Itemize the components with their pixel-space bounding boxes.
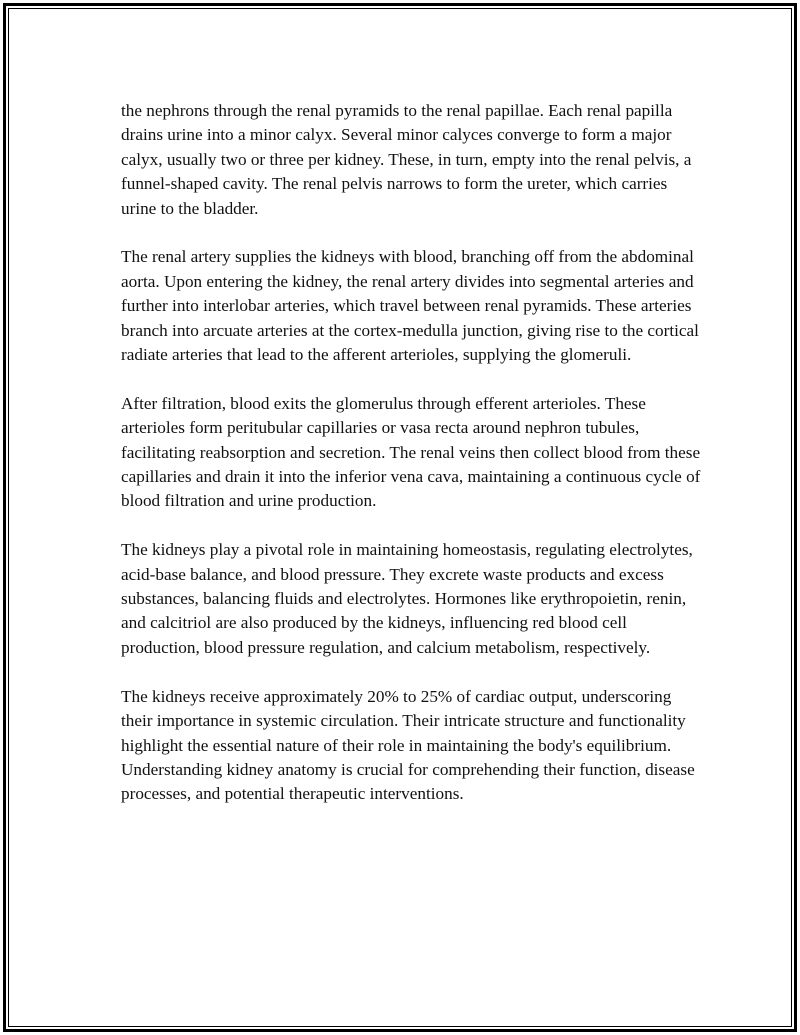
page-border	[3, 3, 797, 1032]
paragraph-cardiac-output: The kidneys receive approximately 20% to 25% of cardiac output, underscoring their importance in systemic circulation. Their intricate structure and functionality highlight the essential nature of their role in maintaining the body's equilibrium. Understanding kidney anatomy is crucial for comprehending their function, disease processes, and potential therapeutic interventions.	[121, 686, 695, 804]
paragraph-renal-artery: The renal artery supplies the kidneys with blood, branching off from the abdominal aorta. Upon entering the kidney, the renal artery divides into segmental arteries and further into interlobar arteries, which travel between renal pyramids. These arteries branch into arcuate arteries at the cortex-medulla junction, giving rise to the cortical radiate arteries that lead to the afferent arterioles, supplying the glomeruli.	[121, 247, 699, 365]
paragraph-renal-collecting-system: the nephrons through the renal pyramids to the renal papillae. Each renal papilla drains urine into a minor calyx. Several minor calyces converge to form a major calyx, usually two or three per kidney. These, in turn, empty into the renal pelvis, a funnel-shaped cavity. The renal pelvis narrows to form the ureter, which carries urine to the bladder.	[121, 101, 692, 218]
paragraph-homeostasis: The kidneys play a pivotal role in maintaining homeostasis, regulating electrolytes, acid-base balance, and blood pressure. They excrete waste products and excess substances, balancing fluids and electrolytes. Hormones like erythropoietin, renin, and calcitriol are also produced by the kidneys, influencing red blood cell production, blood pressure regulation, and calcium metabolism, respectively.	[121, 540, 693, 657]
document-body	[121, 99, 701, 831]
paragraph-efferent-arterioles: After filtration, blood exits the glomerulus through efferent arterioles. These arterioles form peritubular capillaries or vasa recta around nephron tubules, facilitating reabsorption and secretion. The renal veins then collect blood from these capillaries and drain it into the inferior vena cava, maintaining a continuous cycle of blood filtration and urine production.	[121, 393, 701, 511]
